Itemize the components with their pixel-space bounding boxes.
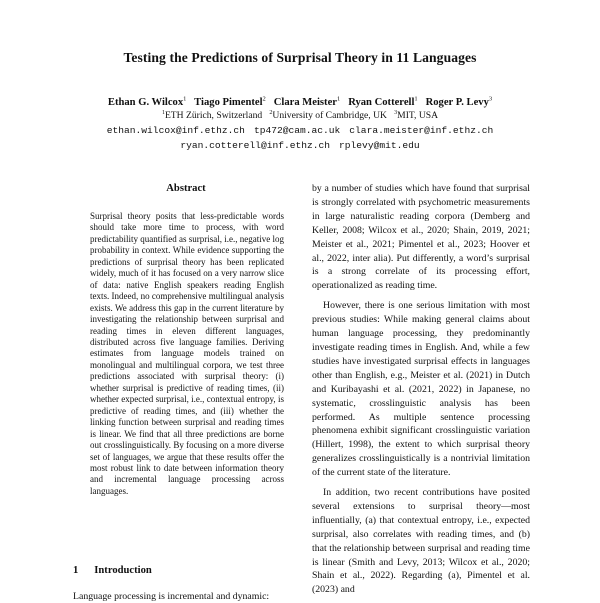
author-list	[0, 95, 600, 108]
author: Ryan Cotterell$^1$	[348, 95, 418, 108]
author: Ethan G. Wilcox$^1$	[107, 95, 187, 108]
email: ethan.wilcox@inf.ethz.ch	[106, 125, 245, 136]
email-line	[0, 140, 600, 151]
email: ryan.cotterell@inf.ethz.ch	[180, 140, 331, 151]
email: tp472@cam.ac.uk	[253, 125, 341, 136]
paragraph: by a number of studies which have found that surprisal is strongly correlated with psychometric measurements in large naturalistic reading corpora (Demberg and Keller, 2008; Wilcox et al., 2020; Shain, 2019, 2021; Meister et al., 2021; Pimentel et al., 2023; Hoover et al., 2022, inter alia). Put differently, a word’s surprisal is a strong correlate of its processing effort, operationalized as reading time.	[312, 183, 530, 292]
paper-title: Testing the Predictions of Surprisal Theory in 11 Languages	[123, 50, 477, 65]
author: Tiago Pimentel$^2$	[194, 95, 266, 108]
intro-first-line: Language processing is incremental and dynamic:	[73, 591, 270, 602]
email-line	[0, 125, 600, 136]
paragraph: In addition, two recent contributions have posited several extensions to surprisal theory—most influentially, (a) that contextual entropy, i.e., expected surprisal, also correlates with reading times, and (b) that the relationship between surprisal and reading time is linear (Smith and Levy, 2013; Wilcox et al., 2020; Shain et al., 2022). Regarding (a), Pimentel et al. (2023) and	[312, 487, 530, 596]
section-number: 1	[73, 565, 79, 576]
section-heading	[73, 565, 152, 576]
email: clara.meister@inf.ethz.ch	[349, 125, 494, 136]
email: rplevy@mit.edu	[339, 140, 420, 151]
section-title: Introduction	[94, 565, 152, 576]
author: Clara Meister$^1$	[273, 95, 341, 108]
abstract-body: Surprisal theory posits that less-predictable words should take more time to process, with word predictability quantified as surprisal, i.e., negative log probability in context. While evidence supporting the predictions of surprisal theory has been replicated widely, much of it has focused on a very narrow slice of data: native English speakers reading English texts. Indeed, no comprehensive multilingual analysis exists. We address this gap in the current literature by investigating the relationship between surprisal and reading times in eleven different languages, distributed across five language families. Deriving estimates from language models trained on monolingual and multilingual corpora, we test three predictions associated with surprisal theory: (i) whether surprisal is predictive of reading times, (ii) whether expected surprisal, i.e., contextual entropy, is predictive of reading times, and (iii) whether the linking function between surprisal and reading times is linear. We find that all three predictions are borne out crosslinguistically. By focusing on a more diverse set of languages, we argue that these results offer the most robust link to date between information theory and incremental language processing across languages.	[90, 211, 284, 496]
author: Roger P. Levy$^3$	[425, 95, 493, 108]
right-column	[312, 182, 530, 603]
paragraph: However, there is one serious limitation with most previous studies: While making general claims about human language processing, they predominantly investigate reading times in English. And, while a few studies have investigated surprisal effects in languages other than English, e.g., Meister et al. (2021) in Dutch and Kuribayashi et al. (2021, 2022) in Japanese, no systematic, crosslinguistic analysis has been performed. As multiple sentence processing phenomena exhibit significant crosslinguistic variation (Hillert, 1998), the extent to which surprisal theory generalizes crosslinguistically is a nontrivial limitation of the current state of the literature.	[312, 300, 530, 479]
affiliations: $^1$ETH Zürich, Switzerland $^2$University of Cambridge, UK $^3$MIT, USA	[161, 110, 439, 122]
abstract-heading: Abstract	[166, 183, 206, 194]
